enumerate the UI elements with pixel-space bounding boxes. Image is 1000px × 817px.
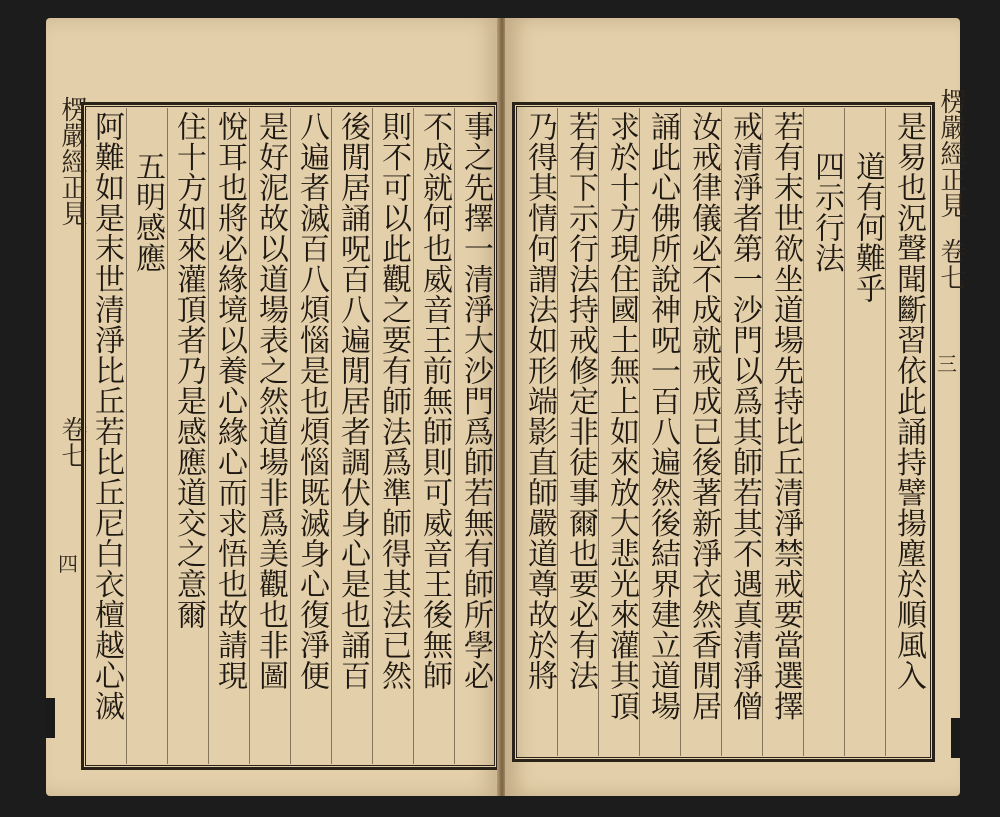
left-margin-page-number: 四 — [58, 552, 78, 576]
right-margin-page-number: 三 — [937, 352, 957, 376]
right-text-frame — [512, 102, 935, 762]
left-text-frame — [81, 102, 499, 770]
text-column: 事之先擇一清淨大沙門爲師若無有師所學必 — [458, 111, 493, 691]
section-heading: 五明感應 — [130, 151, 165, 273]
left-edge-tab — [46, 698, 55, 738]
left-margin-title: 楞嚴經正見 — [57, 96, 87, 226]
text-column: 後閒居誦呪百八遍閒居者調伏身心是也誦百 — [335, 111, 370, 691]
right-margin-title: 楞嚴經正見 — [936, 88, 966, 218]
text-column: 是好泥故以道場表之然道場非爲美觀也非圖 — [253, 111, 288, 691]
left-page — [46, 18, 498, 796]
right-margin-volume: 卷七 — [936, 238, 966, 290]
text-column: 八遍者滅百八煩惱是也煩惱既滅身心復淨便 — [294, 111, 329, 691]
text-column: 是易也況聲聞斷習依此誦持譬揚塵於順風入 — [891, 111, 926, 691]
text-column: 不成就何也威音王前無師則可威音王後無師 — [417, 111, 452, 691]
left-margin-volume: 卷七 — [57, 416, 87, 468]
text-column: 求於十方現住國土無上如來放大悲光來灌其頂 — [604, 111, 639, 721]
text-column: 住十方如來灌頂者乃是感應道交之意爾 — [171, 111, 206, 630]
text-column: 誦此心佛所說神呪一百八遍然後結界建立道場 — [645, 111, 680, 721]
text-column: 戒清淨者第一沙門以爲其師若其不遇真清淨僧 — [727, 111, 762, 721]
text-column: 若有末世欲坐道場先持比丘清淨禁戒要當選擇 — [768, 111, 803, 721]
text-column: 若有下示行法持戒修定非徒事爾也要必有法 — [563, 111, 598, 691]
right-edge-tab — [951, 718, 960, 758]
text-column: 阿難如是末世清淨比丘若比丘尼白衣檀越心滅 — [89, 111, 124, 721]
right-page — [505, 18, 966, 796]
text-column: 悅耳也將必緣境以養心緣心而求悟也故請現 — [212, 111, 247, 691]
text-column: 則不可以此觀之要有師法爲準師得其法已然 — [376, 111, 411, 691]
text-column: 乃得其情何謂法如形端影直師嚴道尊故於將 — [522, 111, 557, 691]
section-heading: 四示行法 — [809, 151, 844, 273]
text-column: 道有何難乎 — [850, 151, 885, 304]
text-column: 汝戒律儀必不成就戒成已後著新淨衣然香閒居 — [686, 111, 721, 721]
